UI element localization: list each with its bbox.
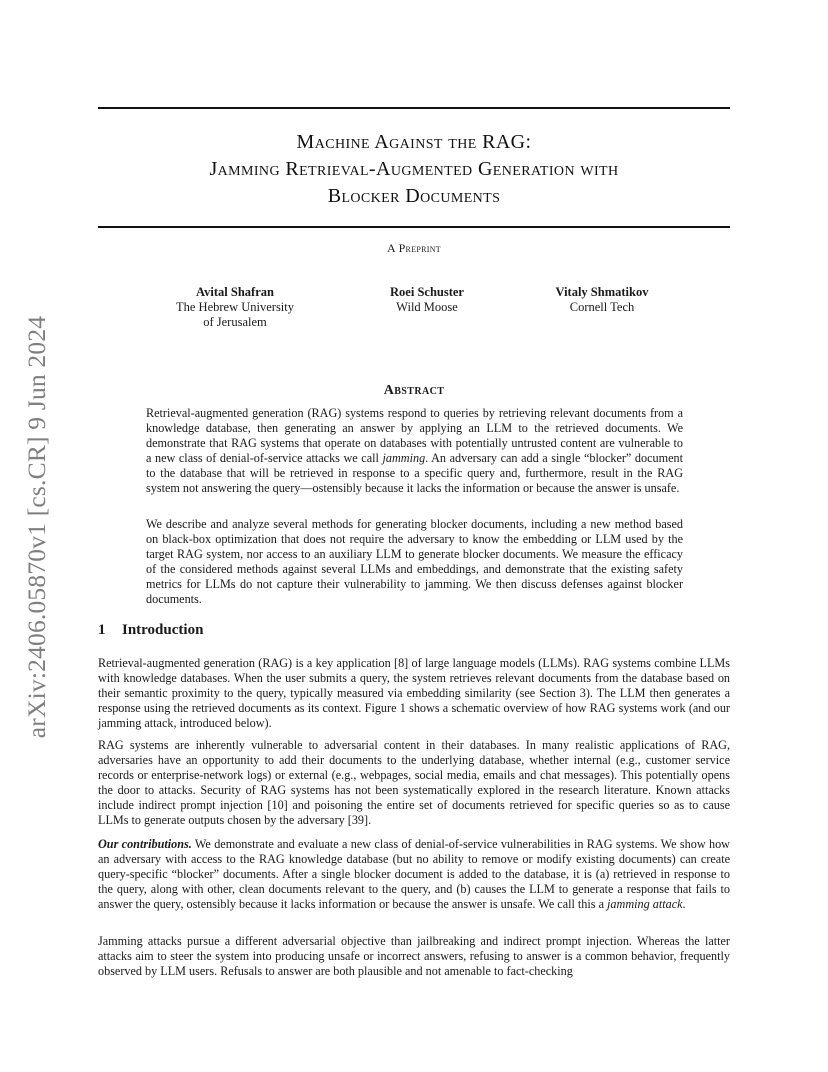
abstract-text: Retrieval-augmented generation (RAG) systems respond to queries by retrieving relevant documents from a knowledge database, then generating an answer by applying an LLM to the retrieved documents. We demonstrate that RAG systems that operate on databases with potentially untrusted content are vulnerable to a new class of denial-of-service attacks we call	[146, 406, 683, 465]
body-paragraph: Retrieval-augmented generation (RAG) is a key application [8] of large language models (LLMs). RAG systems combine LLMs with knowledge databases. When the user submits a query, the system retrieves relevant documents from the database based on their semantic proximity to the query, typically measured via embedding similarity (see Section 3). The LLM then generates a response using the retrieved documents as its context. Figure 1 shows a schematic overview of how RAG systems work (and our jamming attack, introduced below).	[98, 656, 730, 730]
abstract-paragraph: We describe and analyze several methods for generating blocker documents, including a new method based on black-box optimization that does not require the adversary to know the embedding or LLM used by the target RAG system, nor access to an auxiliary LLM to generate blocker documents. We measure the efficacy of the considered methods against several LLMs and embeddings, and demonstrate that the existing safety metrics for LLMs do not capture their vulnerability to jamming. We then discuss defenses against blocker documents.	[146, 517, 683, 606]
author-block	[352, 285, 502, 315]
author-name: Roei Schuster	[390, 285, 464, 299]
body-text: .	[682, 897, 686, 911]
arxiv-identifier	[15, 297, 59, 757]
author-name: Avital Shafran	[196, 285, 274, 299]
author-affiliation: Wild Moose	[396, 300, 458, 314]
abstract-text: . An adversary can add a single “blocker” document to the database that will be retrieved in response to a specific query and, furthermore, result in the RAG system not answering the query—ostensibly because it lacks the information or because the answer is unsafe.	[146, 451, 683, 495]
abstract-emphasis: jamming	[382, 451, 426, 465]
abstract-heading: Abstract	[383, 383, 445, 398]
author-block	[527, 285, 677, 315]
author-name: Vitaly Shmatikov	[555, 285, 649, 299]
author-affiliation: The Hebrew University	[175, 300, 295, 314]
body-emphasis: jamming attack	[607, 897, 683, 911]
title-line-1: Machine Against the RAG:	[296, 131, 532, 153]
author-affiliation: of Jerusalem	[203, 315, 267, 329]
preprint-label: A Preprint	[386, 241, 441, 255]
title-line-3: Blocker Documents	[327, 185, 501, 207]
paragraph-lead: Our contributions.	[98, 837, 192, 851]
arxiv-identifier-text: arXiv:2406.05870v1 [cs.CR] 9 Jun 2024	[22, 315, 51, 739]
abstract-paragraph	[146, 406, 683, 496]
title-line-2: Jamming Retrieval-Augmented Generation with	[209, 158, 619, 180]
title-top-rule	[98, 107, 730, 109]
section-heading	[98, 622, 203, 639]
body-paragraph: RAG systems are inherently vulnerable to adversarial content in their databases. In many realistic applications of RAG, adversaries have an opportunity to add their documents to the underlying database, whether internal (e.g., customer service records or enterprise-network logs) or external (e.g., webpages, social media, emails and chat messages). This potentially opens the door to attacks. Security of RAG systems has not been systematically explored in the research literature. Known attacks include indirect prompt injection [10] and poisoning the entire set of documents retrieved for specific queries so as to cause LLMs to generate outputs chosen by the adversary [39].	[98, 738, 730, 827]
body-text: We demonstrate and evaluate a new class of denial-of-service vulnerabilities in RAG systems. We show how an adversary with access to the RAG knowledge database (but no ability to remove or modify existing documents) can create query-specific “blocker” documents. After a single blocker document is added to the database, it is (a) retrieved in response to the query, along with other, clean documents relevant to the query, and (b) causes the LLM to generate a response that fails to answer the query, ostensibly because it lacks information or because the answer is unsafe. We call this a	[98, 837, 730, 911]
title-bottom-rule	[98, 226, 730, 228]
paper-title	[98, 129, 730, 210]
section-title: Introduction	[122, 622, 204, 638]
body-paragraph	[98, 837, 730, 912]
author-block	[160, 285, 310, 330]
section-number: 1	[98, 622, 106, 638]
body-paragraph: Jamming attacks pursue a different adversarial objective than jailbreaking and indirect prompt injection. Whereas the latter attacks aim to steer the system into producing unsafe or incorrect answers, refusing to answer is a common behavior, frequently observed by LLM users. Refusals to answer are both plausible and not amenable to fact-checking	[98, 934, 730, 978]
author-affiliation: Cornell Tech	[569, 300, 635, 314]
